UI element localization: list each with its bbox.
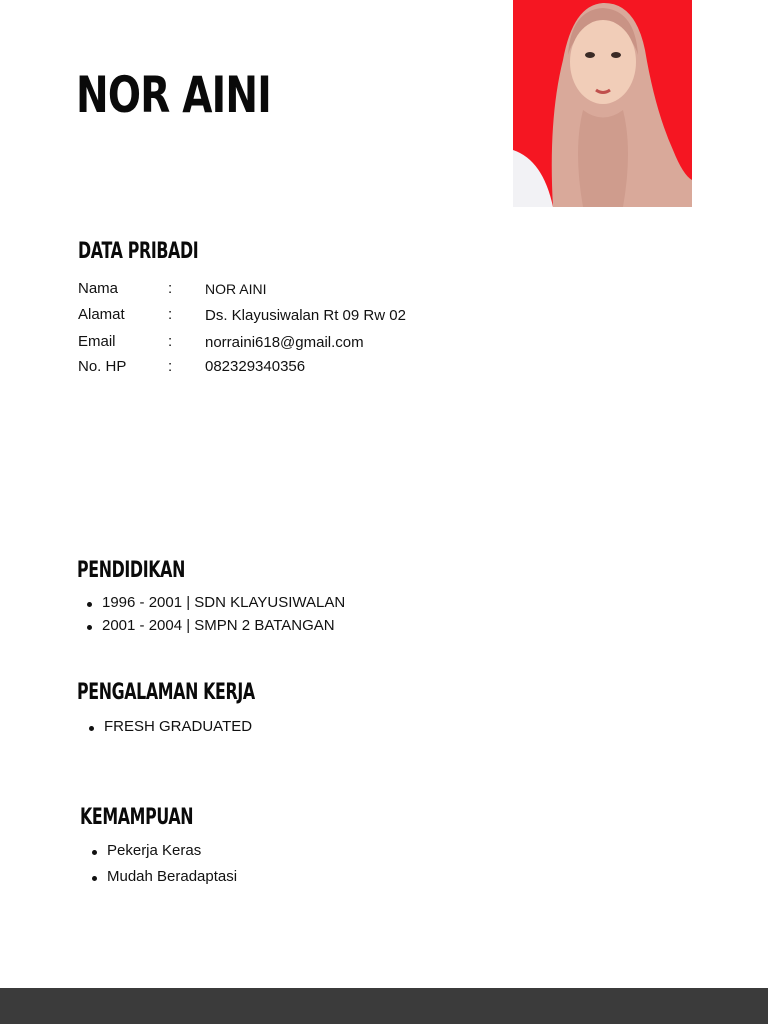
list-item: 1996 - 2001 | SDN KLAYUSIWALAN — [102, 594, 502, 617]
education-list — [102, 594, 502, 640]
row-value-alamat: Ds. Klayusiwalan Rt 09 Rw 02 — [205, 307, 406, 324]
list-item: 2001 - 2004 | SMPN 2 BATANGAN — [102, 617, 502, 640]
skills-heading: KEMAMPUAN — [80, 805, 194, 830]
row-label-nohp: No. HP — [78, 358, 127, 375]
education-heading: PENDIDIKAN — [77, 558, 185, 583]
experience-list — [104, 718, 504, 741]
profile-photo-illustration — [513, 0, 692, 207]
list-item: FRESH GRADUATED — [104, 718, 504, 741]
list-item: Pekerja Keras — [107, 842, 507, 868]
row-colon: : — [168, 358, 173, 375]
footer-bar — [0, 988, 768, 1024]
list-item: Mudah Beradaptasi — [107, 868, 507, 894]
row-label-email: Email — [78, 333, 116, 350]
row-value-nohp: 082329340356 — [205, 358, 306, 375]
row-colon: : — [168, 333, 173, 350]
profile-photo — [513, 0, 692, 207]
personal-data-heading: DATA PRIBADI — [78, 239, 199, 264]
row-colon: : — [168, 280, 173, 297]
row-label-alamat: Alamat — [78, 306, 125, 323]
page-title: NOR AINI — [76, 66, 272, 124]
row-value-email: norraini618@gmail.com — [205, 334, 364, 351]
row-value-nama: NOR AINI — [205, 281, 267, 297]
experience-heading: PENGALAMAN KERJA — [77, 680, 255, 705]
row-label-nama: Nama — [78, 280, 119, 297]
skills-list — [107, 842, 507, 894]
personal-data-table — [78, 280, 498, 380]
row-colon: : — [168, 306, 173, 323]
